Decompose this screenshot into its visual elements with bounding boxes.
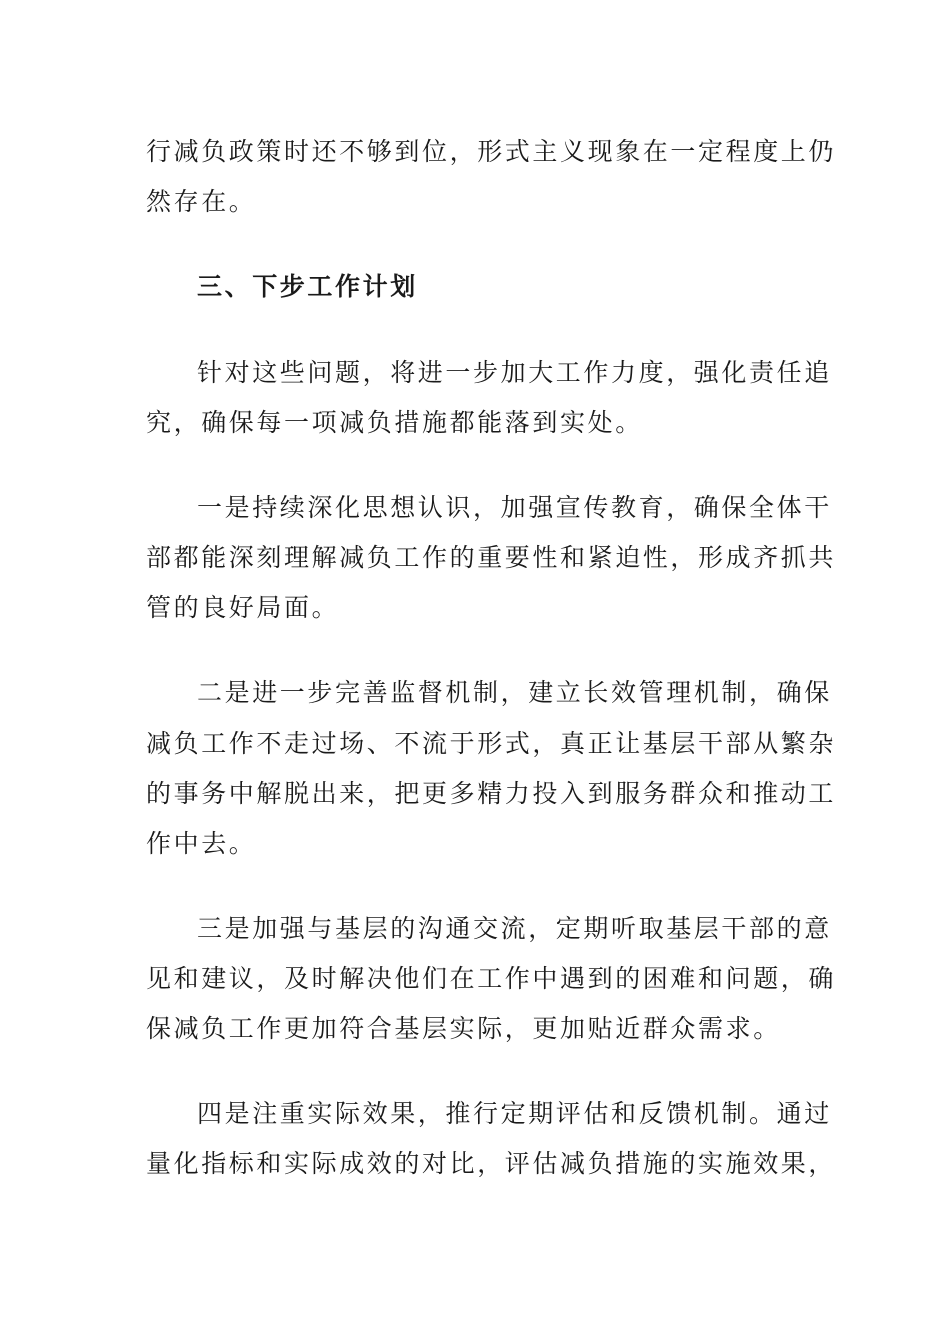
paragraph-line: 部都能深刻理解减负工作的重要性和紧迫性，形成齐抓共 [146, 543, 837, 572]
paragraph-line: 作中去。 [146, 829, 257, 858]
paragraph-line: 的事务中解脱出来，把更多精力投入到服务群众和推动工 [146, 779, 837, 808]
paragraph-line: 量化指标和实际成效的对比，评估减负措施的实施效果， [146, 1149, 837, 1178]
paragraph-line: 一是持续深化思想认识，加强宣传教育，确保全体干 [197, 493, 832, 522]
paragraph-line: 管的良好局面。 [146, 593, 340, 622]
paragraph-line: 见和建议，及时解决他们在工作中遇到的困难和问题，确 [146, 964, 837, 993]
paragraph-line: 行减负政策时还不够到位，形式主义现象在一定程度上仍 [146, 137, 837, 166]
paragraph-line: 究，确保每一项减负措施都能落到实处。 [146, 408, 643, 437]
paragraph-line: 三是加强与基层的沟通交流，定期听取基层干部的意 [197, 914, 832, 943]
paragraph-line: 针对这些问题，将进一步加大工作力度，强化责任追 [197, 358, 832, 387]
paragraph-line: 然存在。 [146, 187, 257, 216]
section-heading: 三、下步工作计划 [197, 272, 418, 301]
paragraph-line: 二是进一步完善监督机制，建立长效管理机制，确保 [197, 678, 832, 707]
paragraph-line: 保减负工作更加符合基层实际，更加贴近群众需求。 [146, 1014, 781, 1043]
paragraph-line: 减负工作不走过场、不流于形式，真正让基层干部从繁杂 [146, 729, 837, 758]
paragraph-line: 四是注重实际效果，推行定期评估和反馈机制。通过 [197, 1099, 832, 1128]
